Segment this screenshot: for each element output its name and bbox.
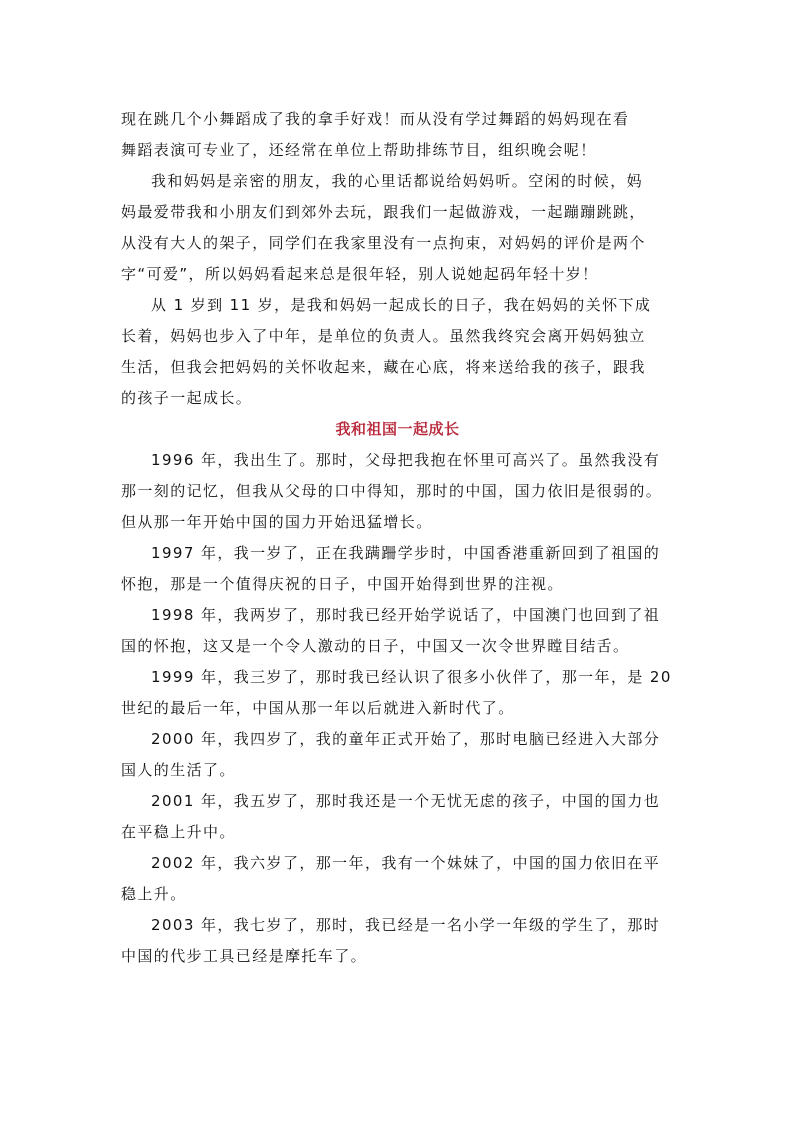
section-motherland — [121, 445, 674, 972]
paragraph — [121, 290, 674, 414]
text-line: 我和妈妈是亲密的朋友，我的心里话都说给妈妈听。空闲的时候，妈 — [151, 172, 644, 190]
text-line: 国人的生活了。 — [121, 761, 236, 779]
paragraph — [121, 662, 674, 724]
text-line: 妈最爱带我和小朋友们到郊外去玩，跟我们一起做游戏，一起蹦蹦跳跳， — [121, 203, 646, 221]
document-page — [121, 104, 674, 972]
text-line: 2002 年，我六岁了，那一年，我有一个妹妹了，中国的国力依旧在平 — [151, 854, 661, 872]
text-line: 舞蹈表演可专业了，还经常在单位上帮助排练节目，组织晚会呢！ — [121, 141, 597, 159]
paragraph — [121, 786, 674, 848]
text-line: 长着，妈妈也步入了中年，是单位的负责人。虽然我终究会离开妈妈独立 — [121, 327, 646, 345]
paragraph — [121, 445, 674, 538]
paragraph — [121, 538, 674, 600]
text-line: 中国的代步工具已经是摩托车了。 — [121, 947, 368, 965]
paragraph — [121, 600, 674, 662]
paragraph — [121, 104, 674, 166]
text-line: 生活，但我会把妈妈的关怀收起来，藏在心底，将来送给我的孩子，跟我 — [121, 358, 646, 376]
text-line: 从 1 岁到 11 岁，是我和妈妈一起成长的日子，我在妈妈的关怀下成 — [151, 296, 652, 314]
paragraph — [121, 848, 674, 910]
text-line: 但从那一年开始中国的国力开始迅猛增长。 — [121, 513, 433, 531]
text-line: 那一刻的记忆，但我从父母的口中得知，那时的中国，国力依旧是很弱的。 — [121, 482, 663, 500]
text-line: 现在跳几个小舞蹈成了我的拿手好戏！而从没有学过舞蹈的妈妈现在看 — [121, 110, 630, 128]
text-line: 1997 年，我一岁了，正在我蹒跚学步时，中国香港重新回到了祖国的 — [151, 544, 661, 562]
text-line: 字“可爱”，所以妈妈看起来总是很年轻，别人说她起码年轻十岁！ — [121, 265, 599, 283]
text-line: 国的怀抱，这又是一个令人激动的日子，中国又一次令世界瞠目结舌。 — [121, 637, 630, 655]
text-line: 1998 年，我两岁了，那时我已经开始学说话了，中国澳门也回到了祖 — [151, 606, 661, 624]
text-line: 世纪的最后一年，中国从那一年以后就进入新时代了。 — [121, 699, 515, 717]
paragraph — [121, 724, 674, 786]
section-heading: 我和祖国一起成长 — [335, 420, 460, 438]
text-line: 在平稳上升中。 — [121, 823, 236, 841]
paragraph — [121, 166, 674, 290]
text-line: 的孩子一起成长。 — [121, 389, 253, 407]
text-line: 2001 年，我五岁了，那时我还是一个无忧无虑的孩子，中国的国力也 — [151, 792, 661, 810]
text-line: 稳上升。 — [121, 885, 187, 903]
text-line: 1996 年，我出生了。那时，父母把我抱在怀里可高兴了。虽然我没有 — [151, 451, 661, 469]
text-line: 2000 年，我四岁了，我的童年正式开始了，那时电脑已经进入大部分 — [151, 730, 661, 748]
text-line: 1999 年，我三岁了，那时我已经认识了很多小伙伴了，那一年，是 20 — [151, 668, 672, 686]
section-mother — [121, 104, 674, 414]
text-line: 从没有大人的架子，同学们在我家里没有一点拘束，对妈妈的评价是两个 — [121, 234, 646, 252]
paragraph — [121, 910, 674, 972]
text-line: 怀抱，那是一个值得庆祝的日子，中国开始得到世界的注视。 — [121, 575, 564, 593]
text-line: 2003 年，我七岁了，那时，我已经是一名小学一年级的学生了，那时 — [151, 916, 661, 934]
